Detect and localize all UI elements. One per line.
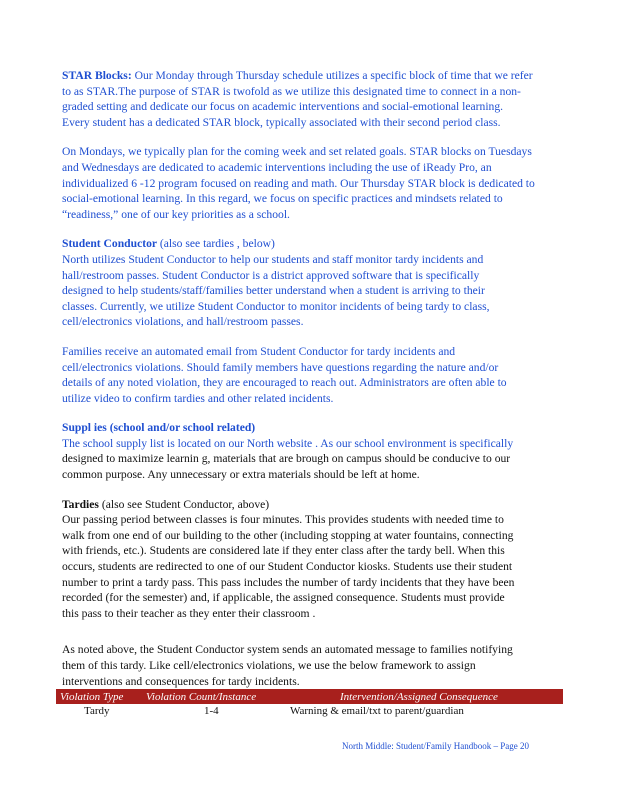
- tardies-p2-line: interventions and consequences for tardy incidents.: [62, 674, 300, 688]
- page-footer: North Middle: Student/Family Handbook – Page 20: [342, 741, 529, 751]
- conductor-p1-line: classes. Currently, we utilize Student Conductor to monitor incidents of being tardy to class,: [62, 299, 490, 313]
- star-p2-line: social-emotional learning. In this regard, we focus on specific practices and mindsets related to: [62, 192, 503, 206]
- handbook-page: [62, 68, 558, 703]
- supplies-p1-line: designed to maximize learnin g, materials that are brough on campus should be conducive to our: [62, 452, 511, 466]
- tardy-framework-table: [56, 689, 563, 718]
- star-p1: [62, 68, 558, 130]
- star-p1-line: to as STAR.The purpose of STAR is twofold as we utilize this designated time to connect in a non-: [62, 84, 521, 98]
- star-p2-line: On Mondays, we typically plan for the coming week and set related goals. STAR blocks on Tuesdays: [62, 145, 532, 159]
- tardies-heading: Tardies: [62, 497, 99, 511]
- star-p2-line: “readiness,” one of our key priorities as a school.: [62, 207, 290, 221]
- conductor-heading: Student Conductor: [62, 237, 158, 251]
- cell-violation-count: 1-4: [204, 705, 219, 717]
- tardies-p1-line: walk from one end of our building to the other (including stopping at water fountains, connecting: [62, 528, 514, 542]
- tardies-p1-line: Our passing period between classes is four minutes. This provides students with needed time to: [62, 513, 504, 527]
- cell-violation-type: Tardy: [84, 705, 110, 717]
- col-header-intervention: Intervention/Assigned Consequence: [280, 689, 563, 704]
- star-heading: STAR Blocks:: [62, 69, 132, 82]
- conductor-p2-line: details of any noted violation, they are encouraged to reach out. Administrators are often able to: [62, 376, 507, 390]
- tardies-p1-line: occurs, students are redirected to one of our Student Conductor kiosks. Students use their student: [62, 560, 513, 574]
- col-header-violation-type: Violation Type: [56, 689, 142, 704]
- tardies-p1-line: number to print a tardy pass. This pass includes the number of tardy incidents that they have been: [62, 575, 515, 589]
- conductor-p1-line: designed to help students/staff/families better understand when a student is arriving to their: [62, 284, 485, 298]
- star-blocks-section: [62, 68, 558, 130]
- conductor-p2-line: cell/electronics violations. Should family members have questions regarding the nature and/or: [62, 360, 499, 374]
- star-p1-line: Our Monday through Thursday schedule utilizes a specific block of time that we refer: [134, 69, 533, 82]
- table-header-row: [56, 689, 563, 704]
- table-row: [56, 704, 563, 718]
- conductor-p2-line: Families receive an automated email from Student Conductor for tardy incidents and: [62, 344, 456, 358]
- supplies-heading: Suppl ies (school and/or school related): [62, 421, 256, 435]
- tardies-section: [62, 497, 558, 622]
- tardies-p1-line: this pass to their teacher as they enter their classroom .: [62, 606, 316, 620]
- supplies-p1-line: common purpose. Any unnecessary or extra materials should be left at home.: [62, 468, 420, 482]
- tardies-p1-line: recorded (for the semester) and, if applicable, the assigned consequence. Students must provide: [62, 591, 505, 605]
- star-p2: [62, 144, 558, 222]
- supplies-p1-line: The school supply list is located on our North website . As our school environment is specifically: [62, 436, 514, 450]
- cell-intervention: Warning & email/txt to parent/guardian: [290, 705, 464, 717]
- tardies-p2-line: As noted above, the Student Conductor system sends an automated message to families notifying: [62, 643, 513, 657]
- conductor-note: (also see tardies , below): [157, 237, 275, 251]
- tardies-p1-line: with friends, etc.). Students are considered late if they enter class after the tardy bell. When this: [62, 544, 505, 558]
- tardies-p2-line: them of this tardy. Like cell/electronics violations, we use the below framework to assign: [62, 659, 476, 672]
- star-p1-line: graded setting and dedicate our focus on academic interventions and social-emotional learning.: [62, 100, 504, 114]
- conductor-p1-line: North utilizes Student Conductor to help our students and staff monitor tardy incidents and: [62, 252, 484, 266]
- conductor-p1-line: cell/electronics violations, and hall/restroom passes.: [62, 315, 304, 329]
- col-header-violation-count: Violation Count/Instance: [142, 689, 280, 704]
- tardies-p2: [62, 642, 558, 689]
- star-p1-line: Every student has a dedicated STAR block, typically associated with their second period class.: [62, 115, 501, 129]
- star-p2-line: and Wednesdays are dedicated to academic interventions including the use of iReady Pro, an: [62, 160, 492, 174]
- conductor-p2: [62, 344, 558, 406]
- star-p2-line: individualized 6 -12 program focused on reading and math. Our Thursday STAR block is dedicated to: [62, 176, 535, 190]
- supplies-section: [62, 420, 558, 482]
- student-conductor-section: [62, 236, 558, 330]
- conductor-p2-line: utilize video to confirm tardies and other related incidents.: [62, 391, 334, 405]
- tardies-note: (also see Student Conductor, above): [98, 497, 270, 511]
- conductor-p1-line: hall/restroom passes. Student Conductor is a district approved software that is specifically: [62, 268, 480, 282]
